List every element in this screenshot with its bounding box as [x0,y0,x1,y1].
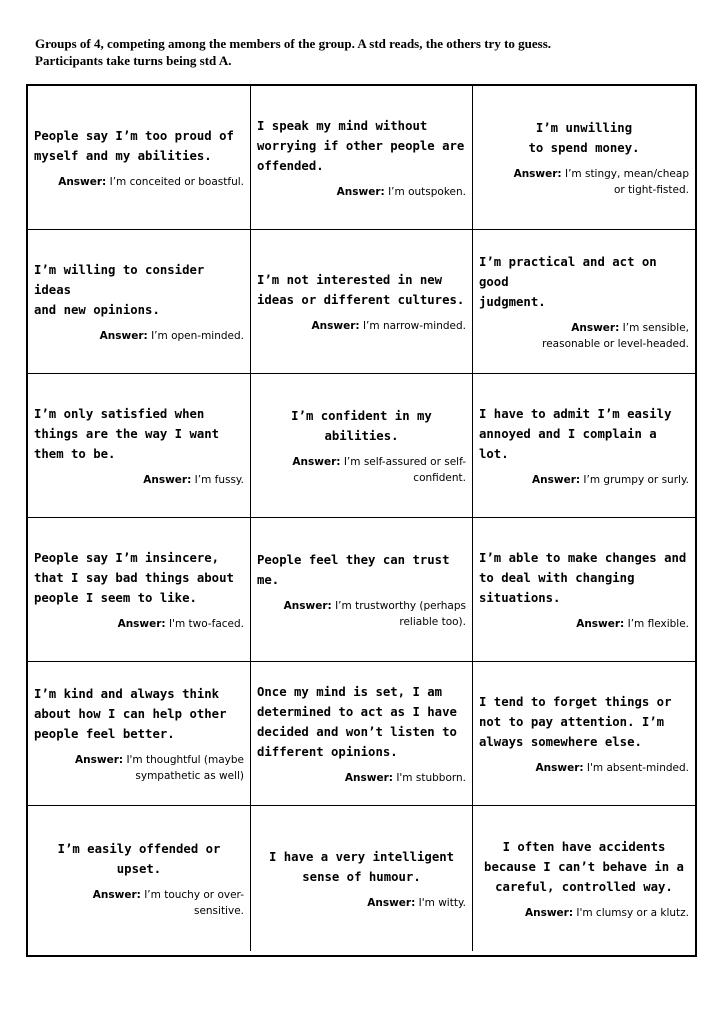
card-prompt: I’m not interested in new ideas or different cultures. [257,272,465,307]
answer-text: I’m trustworthy (perhaps reliable too). [335,599,466,628]
card-prompt: People say I’m too proud of myself and my abilities. [34,128,234,163]
card-answer [479,166,689,198]
card-answer [479,760,689,776]
card-answer [479,472,689,488]
answer-text: I’m sensible, reasonable or level-headed. [542,321,689,350]
card [28,806,251,951]
card-answer [257,895,466,911]
card-answer [479,616,689,632]
card-prompt: Once my mind is set, I am determined to act as I have decided and won’t listen to different opinions. [257,684,457,759]
card-answer [34,174,244,190]
card-answer [34,616,244,632]
answer-text: I'm stubborn. [396,771,466,784]
instructions [35,35,695,69]
card-answer [34,472,244,488]
answer-label: Answer: [58,175,107,188]
card-prompt: People say I’m insincere, that I say bad things about people I seem to like. [34,550,234,605]
instructions-line-2: Participants take turns being std A. [35,53,232,68]
card-answer [34,752,244,784]
card [251,518,473,662]
card [251,374,473,518]
card [473,806,695,951]
answer-text: I'm thoughtful (maybe sympathetic as well) [126,753,244,782]
card-grid [26,84,697,957]
answer-label: Answer: [367,896,416,909]
card-prompt: I’m willing to consider ideas and new opinions. [34,262,205,317]
card [251,806,473,951]
answer-text: I'm witty. [418,896,466,909]
card [251,230,473,374]
card-answer [257,318,466,334]
card-prompt: I have a very intelligent sense of humour. [268,849,455,884]
card-prompt: I’m unwilling to spend money. [528,120,640,155]
answer-label: Answer: [117,617,166,630]
card [473,230,695,374]
card [28,662,251,806]
card-prompt: I have to admit I’m easily annoyed and I complain a lot. [479,406,672,461]
answer-text: I’m conceited or boastful. [109,175,244,188]
card-prompt: I speak my mind without worrying if other people are offended. [257,118,465,173]
answer-text: I’m outspoken. [388,185,466,198]
answer-label: Answer: [292,455,341,468]
answer-label: Answer: [336,185,385,198]
card-prompt: I’m confident in my abilities. [291,408,432,443]
answer-label: Answer: [532,473,581,486]
card [473,374,695,518]
card-answer [34,328,244,344]
answer-label: Answer: [524,906,574,919]
answer-label: Answer: [576,617,625,630]
answer-label: Answer: [283,599,332,612]
answer-text: I’m grumpy or surly. [583,473,689,486]
card-prompt: I’m able to make changes and to deal with changing situations. [479,550,687,605]
card [251,662,473,806]
card [28,374,251,518]
card [28,86,251,230]
card-answer [34,887,244,919]
card-answer [257,598,466,630]
card-answer [479,320,689,352]
answer-text: I'm two-faced. [168,617,244,630]
card-answer [257,770,466,786]
answer-text: I’m fussy. [194,473,244,486]
card-prompt: I’m only satisfied when things are the way I want them to be. [34,406,220,461]
card-answer [257,454,466,486]
card [251,86,473,230]
card [473,662,695,806]
card-prompt: I’m easily offended or upset. [57,841,221,876]
answer-label: Answer: [92,888,141,901]
answer-text: I'm absent-minded. [586,761,689,774]
answer-text: I’m open-minded. [151,329,244,342]
card-prompt: I’m kind and always think about how I can help other people feel better. [34,686,227,741]
answer-label: Answer: [513,167,562,180]
answer-text: I’m self-assured or self- confident. [343,455,466,484]
answer-label: Answer: [535,761,584,774]
card [473,86,695,230]
answer-label: Answer: [143,473,192,486]
card [28,230,251,374]
answer-text: I’m flexible. [627,617,689,630]
answer-text: I’m narrow-minded. [362,319,466,332]
answer-label: Answer: [571,321,620,334]
card [28,518,251,662]
answer-text: I'm clumsy or a klutz. [576,906,689,919]
instructions-line-1: Groups of 4, competing among the members of the group. A std reads, the others try to guess. [35,36,552,51]
card-prompt: I often have accidents because I can’t behave in a careful, controlled way. [484,839,684,894]
card-prompt: People feel they can trust me. [257,552,450,587]
answer-text: I’m stingy, mean/cheap or tight-fisted. [564,167,689,196]
answer-label: Answer: [344,771,393,784]
card [473,518,695,662]
answer-label: Answer: [75,753,124,766]
answer-label: Answer: [99,329,148,342]
card-prompt: I tend to forget things or not to pay attention. I’m always somewhere else. [479,694,672,749]
card-answer [257,184,466,200]
answer-text: I’m touchy or over- sensitive. [144,888,244,917]
card-answer [479,905,689,921]
answer-label: Answer: [311,319,360,332]
card-prompt: I’m practical and act on good judgment. [479,254,657,309]
